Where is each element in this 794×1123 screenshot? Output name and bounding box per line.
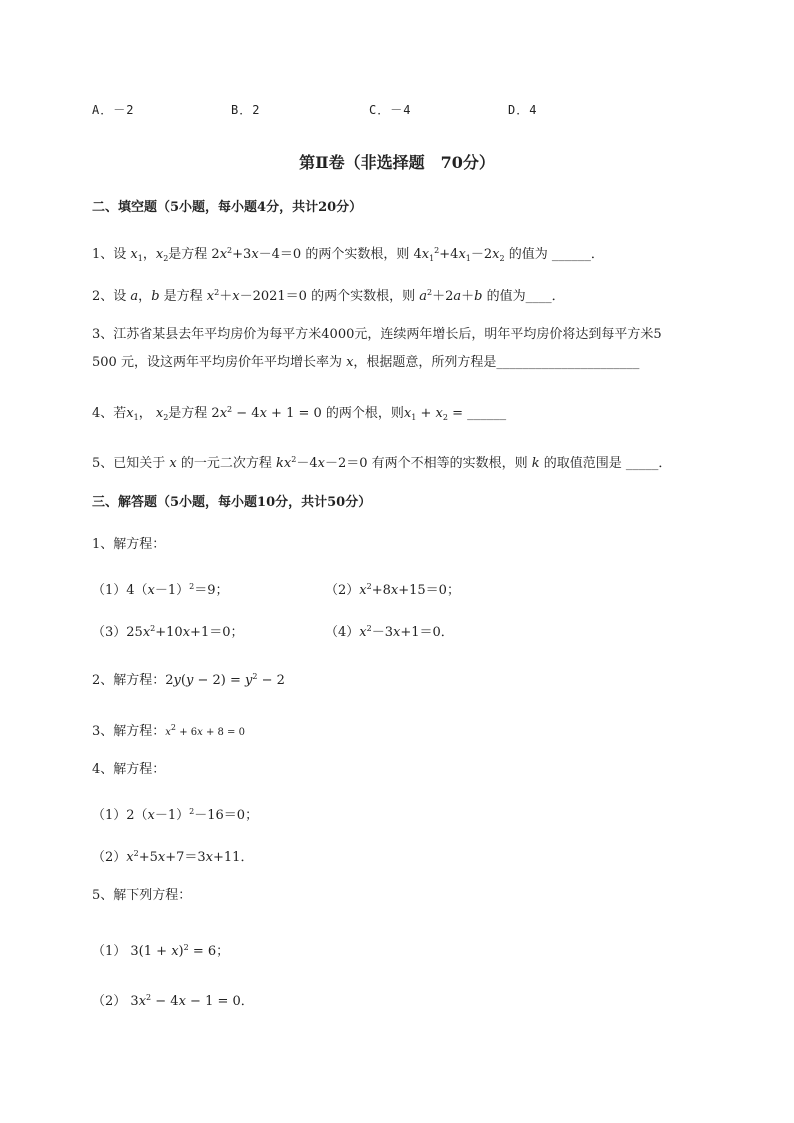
solve-question-3: 3、解方程：$x^2 + 6x + 8 = 0$ xyxy=(92,723,245,739)
option-a: A．－2 xyxy=(92,103,135,117)
fill-question-2: 2、设 a，b 是方程 $x^2+x-2021=0$ 的两个实数根，则 $a^2+2a+b$ 的值为____． xyxy=(92,288,565,304)
solve-question-1-part-4: $(4)x^2-3x+1=0$． xyxy=(325,624,454,640)
solve-question-4-title: 4、解方程： xyxy=(92,762,166,777)
fill-section-heading: 二、填空题（5小题，每小题4分，共计20分） xyxy=(92,200,363,215)
part-2-title: 第Ⅱ卷（非选择题 70分） xyxy=(299,153,495,172)
solve-question-1-part-2: $(2)x^2+8x+15=0$； xyxy=(325,582,460,598)
solve-question-1-part-3: $(3)25x^2+10x+1=0$； xyxy=(92,624,244,640)
solve-question-1-part-1: $(1)4(x-1)^2=9$； xyxy=(92,582,229,598)
solve-question-1-title: 1、解方程： xyxy=(92,537,166,552)
solve-question-4-part-2: $(2)x^2+5x+7=3x+11$． xyxy=(92,849,254,865)
solve-question-5-part-2: （2） $3x^2 - 4x - 1 = 0$． xyxy=(92,993,254,1009)
solve-question-5-title: 5、解下列方程： xyxy=(92,888,192,903)
solve-question-2: 2、解方程：$2y(y - 2) = y^2 - 2$ xyxy=(92,672,285,688)
option-b: B．2 xyxy=(231,103,261,117)
solve-section-heading: 三、解答题（5小题，每小题10分，共计50分） xyxy=(92,495,372,510)
fill-question-3-line-1: 3、江苏省某县去年平均房价为每平方米4000元，连续两年增长后，明年平均房价将达到每平方米5 xyxy=(92,327,662,342)
option-c: C．－4 xyxy=(369,103,412,117)
fill-question-1: 1、设 $x_1$，$x_2$是方程 $2x^2+3x-4=0$ 的两个实数根，则 $4x_1^2+4x_1-2x_2$ 的值为 ______． xyxy=(92,246,604,263)
fill-question-5: 5、已知关于 x 的一元二次方程 $kx^2-4x-2=0$ 有两个不相等的实数根，则 k 的取值范围是 _____． xyxy=(92,455,672,471)
fill-question-3-line-2: 500 元，设这两年平均房价年平均增长率为 x，根据题意，所列方程是______________________ xyxy=(92,355,640,370)
fill-question-4: 4、若$x_1$， $x_2$是方程 $2x^2 - 4x + 1 = 0$ 的两个根，则$x_1 + x_2$ = ______ xyxy=(92,405,507,422)
solve-question-4-part-1: $(1)2(x-1)^2-16=0$； xyxy=(92,807,259,823)
solve-question-5-part-1: （1） $3(1 + x)^2 = 6$； xyxy=(92,943,230,959)
option-d: D．4 xyxy=(508,103,538,117)
